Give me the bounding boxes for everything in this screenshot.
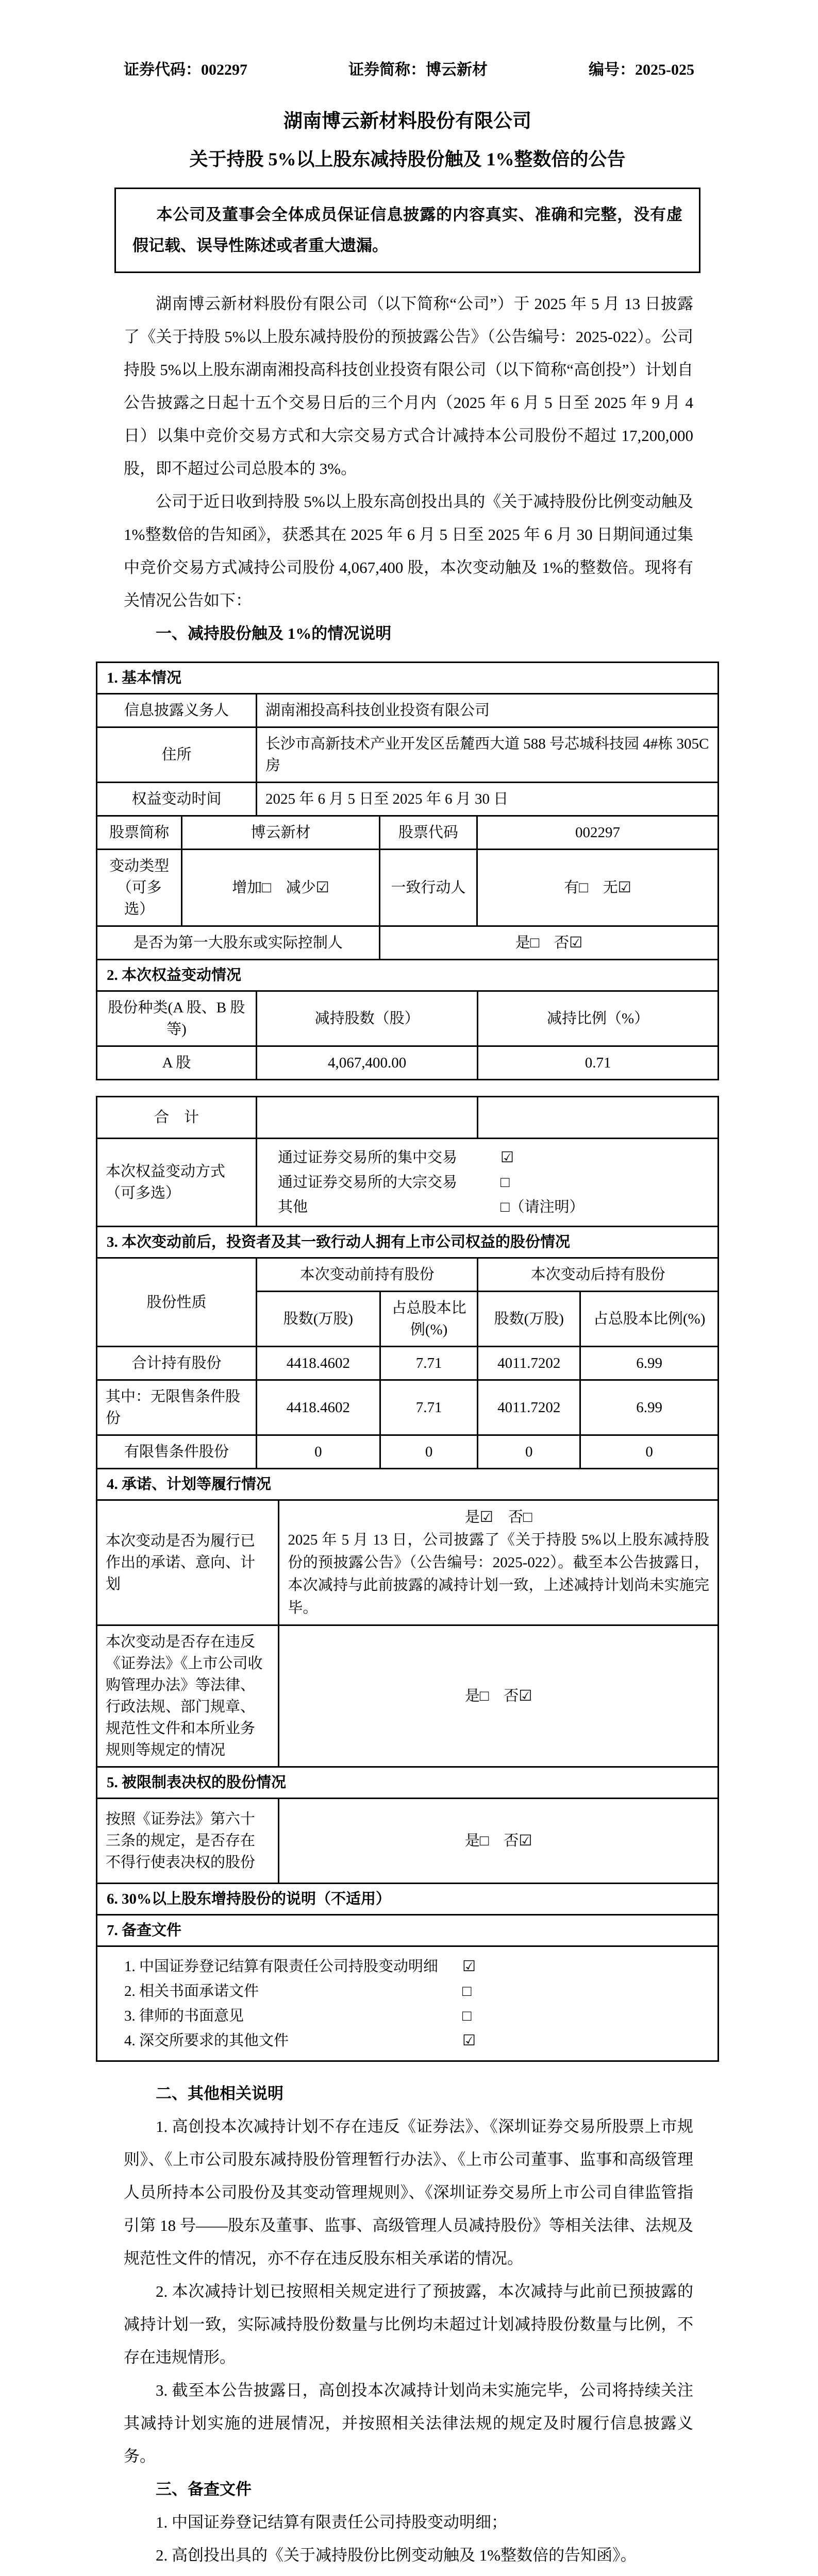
- before-ratio-subheader: 占总股本比例(%): [380, 1292, 477, 1347]
- method-block-checkbox: □: [500, 1174, 510, 1191]
- refdocs-items-cell: [97, 1946, 719, 2061]
- disclaimer-box: 本公司及董事会全体成员保证信息披露的内容真实、准确和完整，没有虚假记载、误导性陈述或者重大遗漏。: [114, 188, 700, 273]
- table-basic-row-period: [96, 782, 719, 817]
- share-class-header: 股份种类(A 股、B 股等): [97, 991, 257, 1046]
- holdings-restricted-label: 有限售条件股份: [97, 1435, 257, 1469]
- holdings-total-after-ratio: 6.99: [580, 1347, 719, 1380]
- section1-heading: 一、减持股份触及 1%的情况说明: [156, 624, 392, 642]
- table-basic-row-address: [96, 726, 719, 783]
- reduced-ratio-header: 减持比例（%）: [478, 991, 719, 1046]
- refdoc-4-label: 4. 深交所要求的其他文件: [124, 2032, 289, 2049]
- refdoc-item-3: [124, 2005, 709, 2027]
- holdings-caption: 3. 本次变动前后，投资者及其一致行动人拥有上市公司权益的股份情况: [97, 1227, 719, 1258]
- holdings-total-label: 合计持有股份: [97, 1347, 257, 1380]
- refdoc-2-checkbox: □: [462, 1983, 472, 1999]
- stock-code: 证券代码：002297: [124, 61, 247, 78]
- commitments-row1-label: 本次变动是否为履行已作出的承诺、意向、计划: [97, 1500, 279, 1625]
- holdings-unrestricted-after-shares: 4011.7202: [478, 1380, 580, 1435]
- refdoc-4-checkbox: ☑: [462, 2032, 476, 2049]
- change-type-checkboxes: 增加□ 减少☑: [182, 850, 380, 926]
- stock-abbr-label: 股票简称: [97, 816, 182, 850]
- method-options-cell: [256, 1139, 718, 1227]
- basic-caption: 1. 基本情况: [97, 663, 719, 694]
- address-value: 长沙市高新技术产业开发区岳麓西大道 588 号芯城科技园 4#栋 305C 房: [256, 727, 718, 783]
- commitments-row1-content: [279, 1500, 719, 1625]
- doc-number: 编号：2025-025: [589, 61, 694, 78]
- share-nature-header: 股份性质: [97, 1258, 257, 1347]
- period-label: 权益变动时间: [97, 783, 257, 816]
- section2-heading: 二、其他相关说明: [156, 2084, 283, 2103]
- method-other-checkbox: □（请注明）: [500, 1199, 585, 1215]
- method-block-label: 通过证券交易所的大宗交易: [277, 1174, 457, 1191]
- reduced-ratio-cell: 0.71: [478, 1046, 719, 1080]
- method-other-label: 其他: [277, 1199, 308, 1215]
- refdoc-item-2: [124, 1980, 709, 2003]
- after-ratio-subheader: 占总股本比例(%): [580, 1292, 719, 1347]
- period-value: 2025 年 6 月 5 日至 2025 年 6 月 30 日: [256, 783, 718, 816]
- address-label: 住所: [97, 727, 257, 783]
- table-basic-row-changetype: [96, 849, 719, 927]
- refdoc-3-label: 3. 律师的书面意见: [124, 2008, 244, 2024]
- table-equity-total: [96, 1096, 719, 1139]
- table-commitments-row2: [96, 1624, 719, 1768]
- table-basic-row-discloser: [96, 693, 719, 728]
- total-label: 合 计: [97, 1097, 257, 1139]
- reduced-shares-cell: 4,067,400.00: [256, 1046, 477, 1080]
- increase-note-caption: 6. 30%以上股东增持股份的说明（不适用）: [97, 1884, 719, 1915]
- refdoc-item-1: [124, 1955, 709, 1978]
- major-holder-label: 是否为第一大股东或实际控制人: [97, 926, 380, 960]
- change-type-label: 变动类型（可多选）: [97, 850, 182, 926]
- other-note-3: 3. 截至本公告披露日，高创投本次减持计划尚未实施完毕，公司将持续关注其减持计划实施的进展情况，并按照相关法律法规的规定及时履行信息披露义务。: [124, 2381, 693, 2465]
- stock-abbr: 证券简称：博云新材: [348, 61, 488, 78]
- refdoc-1-label: 1. 中国证券登记结算有限责任公司持股变动明细: [124, 1958, 439, 1975]
- table-equity-row-a: [96, 1045, 719, 1080]
- holdings-unrestricted-before-shares: 4418.4602: [256, 1380, 380, 1435]
- table-equity-header: [96, 990, 719, 1047]
- table-restricted-row: [96, 1798, 719, 1884]
- major-holder-checkboxes: 是□ 否☑: [379, 926, 718, 960]
- before-change-header: 本次变动前持有股份: [256, 1258, 477, 1292]
- intro-paragraph-2: 公司于近日收到持股 5%以上股东高创投出具的《关于减持股份比例变动触及 1%整数倍的告知函》，获悉其在 2025 年 6 月 5 日至 2025 年 6 月 30 日期间通过集中竞价交易方式减持公司股份 4,067,400 股，本次变动触及 1%的整数倍。现将有关情况公告如下：: [124, 493, 693, 609]
- share-class-cell: A 股: [97, 1046, 257, 1080]
- holdings-row-total: [97, 1347, 719, 1380]
- violation-checkboxes: 是□ 否☑: [279, 1625, 719, 1767]
- holdings-restricted-before-ratio: 0: [380, 1435, 477, 1469]
- restricted-checkboxes: 是□ 否☑: [279, 1799, 719, 1884]
- method-centralized-label: 通过证券交易所的集中交易: [277, 1149, 457, 1166]
- refdoc-2-label: 2. 相关书面承诺文件: [124, 1983, 259, 1999]
- stock-abbr-value: 博云新材: [182, 816, 380, 850]
- holdings-unrestricted-label: 其中：无限售条件股份: [97, 1380, 257, 1435]
- table-refdocs-caption: [96, 1914, 719, 1947]
- table-commitments-row1: [96, 1499, 719, 1626]
- holdings-row-restricted: [97, 1435, 719, 1469]
- holdings-total-before-shares: 4418.4602: [256, 1347, 380, 1380]
- holdings-unrestricted-after-ratio: 6.99: [580, 1380, 719, 1435]
- total-ratio-cell: [478, 1097, 719, 1139]
- holdings-total-before-ratio: 7.71: [380, 1347, 477, 1380]
- table-holdings-caption: [96, 1226, 719, 1259]
- refdoc-item-4: [124, 2029, 709, 2052]
- commitments-row1-checkboxes: 是☑ 否□: [464, 1509, 532, 1526]
- method-centralized-checkbox: ☑: [500, 1149, 514, 1166]
- refdoc-list-2: 2. 高创投出具的《关于减持股份比例变动触及 1%整数倍的告知函》。: [156, 2546, 637, 2564]
- other-note-1: 1. 高创投本次减持计划不存在违反《证券法》、《深圳证券交易所股票上市规则》、《上市公司股东减持股份管理暂行办法》、《上市公司董事、监事和高级管理人员所持本公司股份及其变动管理规则》、《深圳证券交易所上市公司自律监管指引第 18 号——股东及董事、监事、高级管理人员减持股份》等相关法律、法规及规范性文件的情况，亦不存在违反股东相关承诺的情况。: [124, 2117, 693, 2267]
- reduced-shares-header: 减持股数（股）: [256, 991, 477, 1046]
- table-basic-row-majorholder: [96, 925, 719, 960]
- acting-concert-label: 一致行动人: [379, 850, 477, 926]
- method-options: [265, 1144, 709, 1221]
- table-basic-caption: [96, 662, 719, 694]
- holdings-restricted-before-shares: 0: [256, 1435, 380, 1469]
- table-equity-method: [96, 1138, 719, 1227]
- commitments-caption: 4. 承诺、计划等履行情况: [97, 1469, 719, 1500]
- table-equity-caption: [96, 959, 719, 992]
- table-gap: [96, 1080, 719, 1096]
- table-increase-caption: [96, 1883, 719, 1916]
- doc-header: [96, 60, 719, 80]
- holdings-row-unrestricted: [97, 1380, 719, 1435]
- stock-code-value: 002297: [477, 816, 719, 850]
- refdoc-3-checkbox: □: [462, 2008, 472, 2024]
- table-basic-row-stock: [96, 815, 719, 850]
- total-shares-cell: [256, 1097, 477, 1139]
- discloser-value: 湖南湘投高科技创业投资有限公司: [256, 694, 718, 727]
- page-subtitle: 关于持股 5%以上股东减持股份触及 1%整数倍的公告: [189, 149, 626, 170]
- section3-heading: 三、备查文件: [156, 2480, 252, 2498]
- disclosure-tables: [96, 662, 719, 2062]
- table-holdings: [96, 1257, 719, 1469]
- after-change-header: 本次变动后持有股份: [478, 1258, 719, 1292]
- stock-code-label: 股票代码: [379, 816, 477, 850]
- holdings-restricted-after-ratio: 0: [580, 1435, 719, 1469]
- page-title: 湖南博云新材料股份有限公司: [283, 111, 531, 132]
- acting-concert-checkboxes: 有□ 无☑: [477, 850, 719, 926]
- violation-label: 本次变动是否存在违反《证券法》《上市公司收购管理办法》等法律、行政法规、部门规章、规范性文件和本所业务规则等规定的情况: [97, 1625, 279, 1767]
- table-refdocs-items: [96, 1945, 719, 2062]
- refdocs-caption: 7. 备查文件: [97, 1915, 719, 1946]
- after-shares-subheader: 股数(万股): [478, 1292, 580, 1347]
- table-commitments-caption: [96, 1468, 719, 1501]
- method-label: 本次权益变动方式（可多选）: [97, 1139, 257, 1227]
- holdings-restricted-after-shares: 0: [478, 1435, 580, 1469]
- refdoc-list-1: 1. 中国证券登记结算有限责任公司持股变动明细；: [156, 2513, 507, 2531]
- intro-paragraph-1: 湖南博云新材料股份有限公司（以下简称“公司”）于 2025 年 5 月 13 日披露了《关于持股 5%以上股东减持股份的预披露公告》（公告编号：2025-022）。公司持股 5%以上股东湖南湘投高科技创业投资有限公司（以下简称“高创投”）计划自公告披露之日起十五个交易日后的三个月内（2025 年 6 月 5 日至 2025 年 9 月 4 日）以集中竞价交易方式和大宗交易方式合计减持本公司股份不超过 17,200,000 股，即不超过公司总股本的 3%。: [124, 295, 694, 478]
- equity-caption: 2. 本次权益变动情况: [97, 960, 719, 991]
- method-option-centralized: [278, 1146, 709, 1169]
- restricted-caption: 5. 被限制表决权的股份情况: [97, 1767, 719, 1799]
- refdoc-1-checkbox: ☑: [462, 1958, 476, 1975]
- refdocs-items: [106, 1952, 709, 2055]
- holdings-total-after-shares: 4011.7202: [478, 1347, 580, 1380]
- discloser-label: 信息披露义务人: [97, 694, 257, 727]
- table-restricted-caption: [96, 1766, 719, 1799]
- method-option-other: [278, 1196, 709, 1218]
- method-option-block: [278, 1171, 709, 1194]
- holdings-unrestricted-before-ratio: 7.71: [380, 1380, 477, 1435]
- restricted-label: 按照《证券法》第六十三条的规定，是否存在不得行使表决权的股份: [97, 1799, 279, 1884]
- other-note-2: 2. 本次减持计划已按照相关规定进行了预披露，本次减持与此前已预披露的减持计划一致，实际减持股份数量与比例均未超过计划减持股份数量与比例，不存在违规情形。: [124, 2282, 693, 2366]
- before-shares-subheader: 股数(万股): [256, 1292, 380, 1347]
- commitments-row1-text: 2025 年 5 月 13 日，公司披露了《关于持股 5%以上股东减持股份的预披露公告》（公告编号：2025-022）。截至本公告披露日，本次减持与此前披露的减持计划一致，上述减持计划尚未实施完毕。: [288, 1532, 709, 1616]
